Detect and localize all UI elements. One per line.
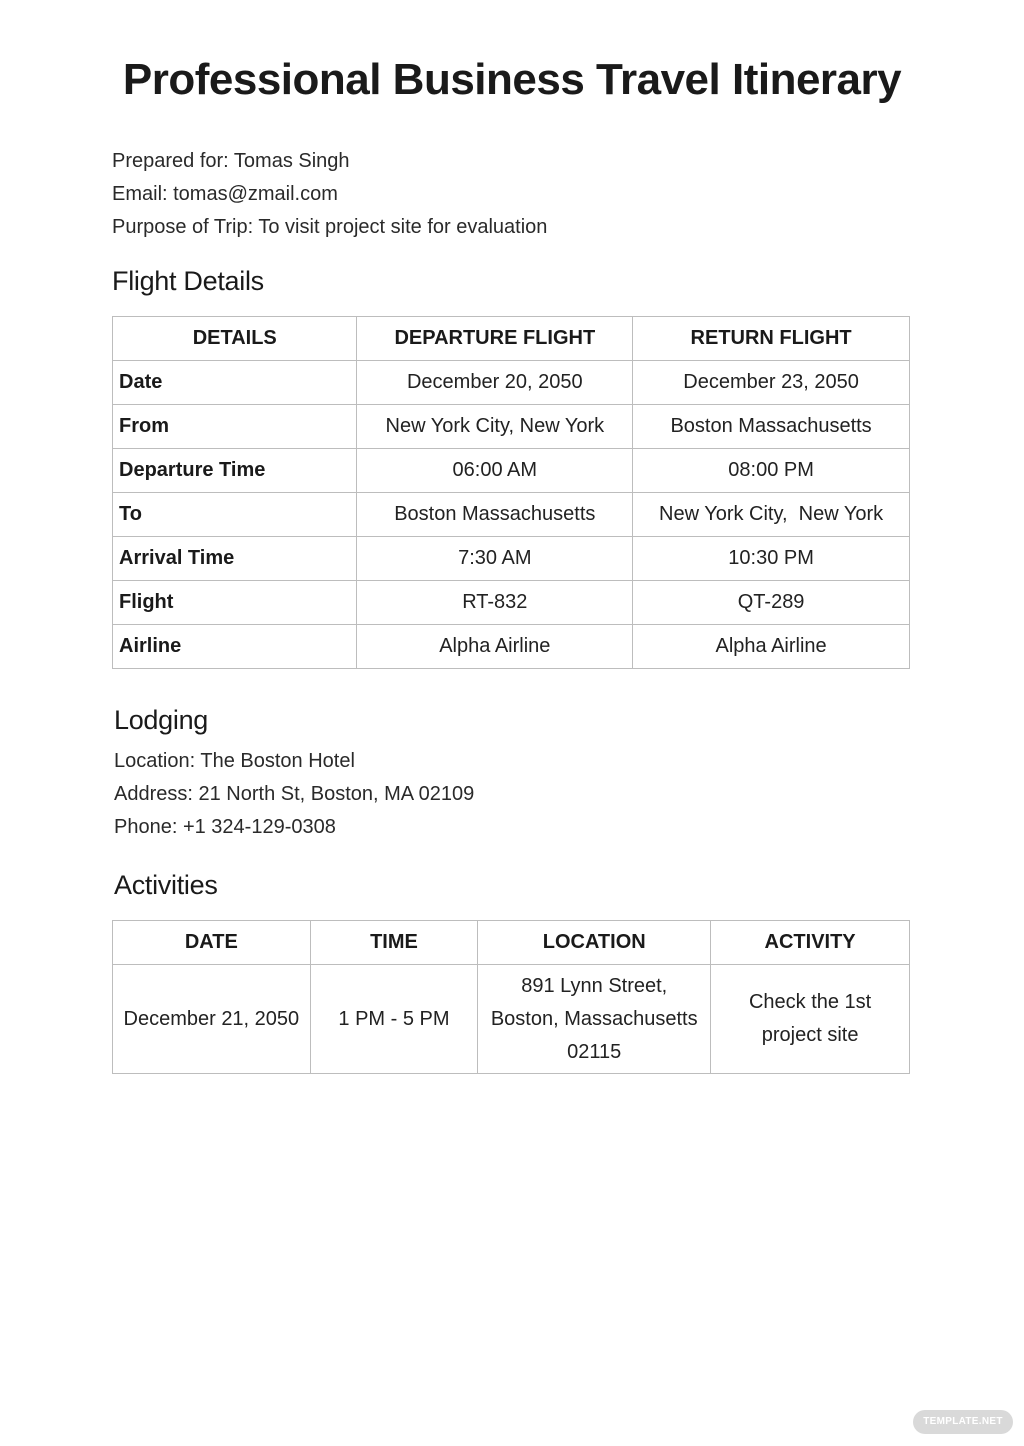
row-label: To (113, 493, 357, 537)
table-row (113, 449, 910, 493)
column-header: DATE (113, 921, 311, 965)
departure-cell: December 20, 2050 (357, 361, 633, 405)
activity-date-cell: December 21, 2050 (113, 965, 311, 1074)
lodging-location-text: Location: The Boston Hotel (114, 750, 355, 772)
departure-cell: Alpha Airline (357, 625, 633, 669)
page-title: Professional Business Travel Itinerary (122, 55, 902, 104)
column-header: DETAILS (113, 317, 357, 361)
table-header-row (113, 921, 910, 965)
row-label: Departure Time (113, 449, 357, 493)
column-header: ACTIVITY (711, 921, 910, 965)
return-cell: December 23, 2050 (633, 361, 910, 405)
flight-details-heading: Flight Details (112, 266, 264, 296)
lodging-phone-text: Phone: +1 324-129-0308 (114, 816, 336, 838)
departure-cell: 06:00 AM (357, 449, 633, 493)
row-label: Flight (113, 581, 357, 625)
activity-location-cell (478, 965, 711, 1074)
return-cell: Alpha Airline (633, 625, 910, 669)
column-header: DEPARTURE FLIGHT (357, 317, 633, 361)
table-header-row (113, 317, 910, 361)
table-row (113, 493, 910, 537)
return-cell: 08:00 PM (633, 449, 910, 493)
row-label: Date (113, 361, 357, 405)
column-header: RETURN FLIGHT (633, 317, 910, 361)
table-row (113, 581, 910, 625)
table-row (113, 537, 910, 581)
template-watermark: TEMPLATE.NET (913, 1410, 1013, 1434)
table-row (113, 361, 910, 405)
lodging-heading: Lodging (114, 705, 208, 735)
location-line: Boston, Massachusetts (490, 1007, 698, 1030)
table-row (113, 405, 910, 449)
lodging-info (114, 745, 474, 844)
table-row (113, 965, 910, 1074)
activities-table (112, 920, 910, 1074)
flight-details-table (112, 316, 910, 669)
departure-cell: New York City, New York (357, 405, 633, 449)
return-cell: 10:30 PM (633, 537, 910, 581)
activity-description-cell (711, 965, 910, 1074)
location-line: 02115 (567, 1040, 622, 1063)
table-row (113, 625, 910, 669)
column-header: TIME (310, 921, 478, 965)
row-label: From (113, 405, 357, 449)
activity-line: Check the 1st (748, 991, 872, 1013)
traveler-info (112, 145, 547, 244)
lodging-address-text: Address: 21 North St, Boston, MA 02109 (114, 783, 475, 805)
departure-cell: Boston Massachusetts (357, 493, 633, 537)
return-cell: QT-289 (633, 581, 910, 625)
column-header: LOCATION (478, 921, 711, 965)
location-line: 891 Lynn Street, (521, 974, 668, 997)
activity-line: project site (761, 1024, 859, 1046)
row-label: Arrival Time (113, 537, 357, 581)
prepared-for-text: Prepared for: Tomas Singh (112, 150, 350, 172)
return-cell: New York City, New York (633, 493, 910, 537)
purpose-text: Purpose of Trip: To visit project site for evaluation (112, 216, 548, 238)
row-label: Airline (113, 625, 357, 669)
activity-time-cell: 1 PM - 5 PM (310, 965, 478, 1074)
email-text: Email: tomas@zmail.com (112, 183, 338, 205)
activities-heading: Activities (114, 870, 218, 900)
return-cell: Boston Massachusetts (633, 405, 910, 449)
departure-cell: 7:30 AM (357, 537, 633, 581)
departure-cell: RT-832 (357, 581, 633, 625)
